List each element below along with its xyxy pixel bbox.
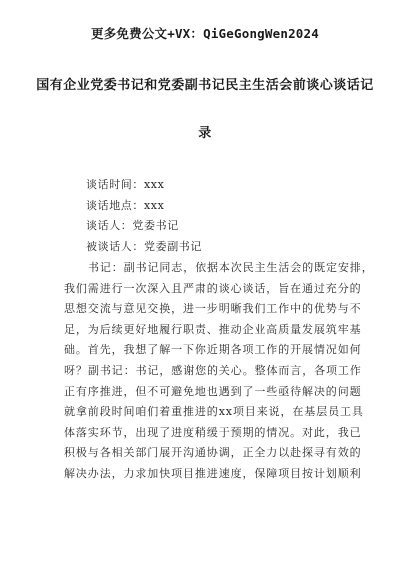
paragraph-line: 就拿前段时间咱们着重推进的xx项目来说，在基层员工具 xyxy=(64,405,364,419)
meta-interviewer: 谈话人：党委书记 xyxy=(86,219,179,232)
meta-conversation-time: 谈话时间：xxx xyxy=(86,178,165,191)
paragraph-line: 础。首先，我想了解一下你近期各项工作的开展情况如何 xyxy=(64,343,362,357)
document-title-line-2: 录 xyxy=(198,126,212,141)
paragraph-2 xyxy=(64,361,364,485)
paragraph-line: 足，为后续更好地履行职责、推动企业高质量发展筑牢基 xyxy=(64,322,362,336)
paragraph-line: 体落实环节，出现了进度稍缓于预期的情况。对此，我已 xyxy=(64,425,362,439)
meta-conversation-place: 谈话地点：xxx xyxy=(86,199,165,212)
paragraph-line: 副书记：书记，感谢您的关心。整体而言，各项工作 xyxy=(88,364,362,377)
watermark-header: 更多免费公文+VX：QiGeGongWen2024 xyxy=(91,26,319,41)
paragraph-line: 书记：副书记同志，依据本次民主生活会的既定安排， xyxy=(88,261,374,274)
paragraph-line: 正有序推进，但不可避免地也遇到了一些亟待解决的问题 xyxy=(64,384,362,398)
paragraph-line: 解决办法，力求加快项目推进速度，保障项目按计划顺利 xyxy=(64,466,362,480)
paragraph-line: 积极与各相关部门展开沟通协调，正全力以赴探寻有效的 xyxy=(64,446,362,460)
meta-interviewee: 被谈话人：党委副书记 xyxy=(86,240,202,253)
document-title-line-1: 国有企业党委书记和党委副书记民主生活会前谈心谈话记 xyxy=(36,78,374,93)
paragraph-line: 我们需进行一次深入且严肃的谈心谈话，旨在通过充分的 xyxy=(64,281,362,295)
paragraph-line: 呀？ xyxy=(64,363,88,377)
paragraph-line: 思想交流与意见交换，进一步明晰我们工作中的优势与不 xyxy=(64,302,362,316)
